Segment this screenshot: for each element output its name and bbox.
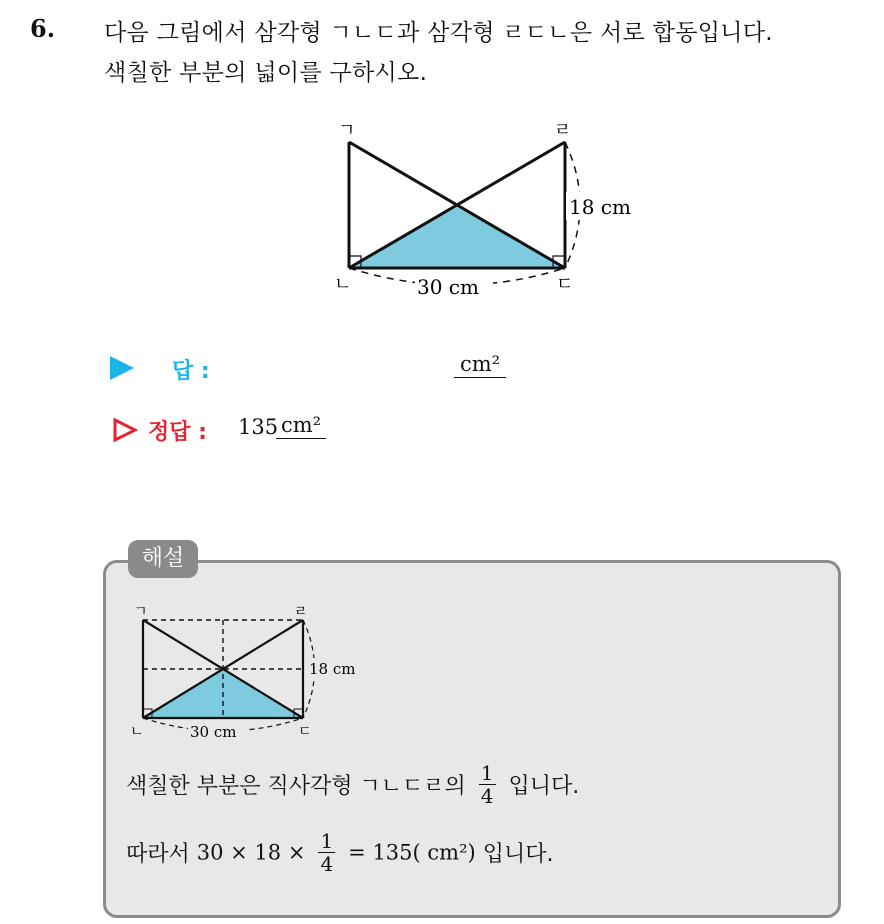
explanation-line2 bbox=[126, 830, 553, 875]
question-text-line1: 다음 그림에서 삼각형 ㄱㄴㄷ과 삼각형 ㄹㄷㄴ은 서로 합동입니다. bbox=[104, 20, 773, 46]
exp-line1-suffix: 입니다. bbox=[508, 774, 580, 799]
fraction-denominator: 4 bbox=[480, 784, 494, 808]
exp-line1-text: 색칠한 부분은 직사각형 ㄱㄴㄷㄹ의 bbox=[126, 774, 466, 799]
exp-line2-suffix: 입니다. bbox=[482, 842, 554, 867]
question-number: 6. bbox=[30, 14, 56, 43]
outline-triangle-icon bbox=[112, 417, 138, 443]
correct-answer-label: 정답 : bbox=[148, 420, 207, 445]
exp-line2-expression: 30 × 18 × bbox=[196, 840, 306, 865]
fraction-one-quarter bbox=[479, 762, 496, 807]
question-figure bbox=[320, 110, 660, 310]
figure-label-r: ㄹ bbox=[554, 120, 572, 141]
exp-figure-height-label: 18 cm bbox=[309, 660, 356, 678]
figure-height-label: 18 cm bbox=[569, 195, 631, 219]
fraction-denominator: 4 bbox=[320, 852, 334, 876]
figure-base-label: 30 cm bbox=[417, 275, 479, 299]
exp-line2-prefix: 따라서 bbox=[126, 842, 190, 867]
figure-label-n: ㄴ bbox=[334, 274, 352, 295]
answer-blank-unit[interactable]: cm² bbox=[454, 352, 506, 378]
exp-figure-base-label: 30 cm bbox=[190, 723, 237, 741]
explanation-figure bbox=[128, 598, 388, 748]
figure-label-g: ㄱ bbox=[338, 120, 356, 141]
correct-answer-row bbox=[110, 413, 530, 447]
correct-answer-unit: cm² bbox=[276, 413, 326, 439]
exp-figure-label-d: ㄷ bbox=[298, 724, 312, 740]
play-triangle-icon bbox=[110, 356, 134, 380]
correct-answer-value: 135 bbox=[238, 415, 279, 439]
explanation-badge: 해설 bbox=[128, 540, 198, 578]
shaded-triangle bbox=[349, 207, 565, 268]
question-text-line2: 색칠한 부분의 넓이를 구하시오. bbox=[104, 60, 428, 86]
exp-figure-label-n: ㄴ bbox=[130, 724, 144, 740]
exp-line2-result: = 135( cm²) bbox=[348, 840, 476, 865]
fraction-numerator: 1 bbox=[320, 829, 334, 853]
exp-figure-label-r: ㄹ bbox=[294, 604, 308, 620]
explanation-line1 bbox=[126, 762, 579, 807]
answer-row bbox=[110, 352, 530, 384]
exp-figure-label-g: ㄱ bbox=[134, 604, 148, 620]
fraction-numerator: 1 bbox=[480, 761, 494, 785]
answer-label: 답 : bbox=[172, 359, 210, 384]
figure-label-d: ㄷ bbox=[556, 274, 574, 295]
fraction-one-quarter-2 bbox=[318, 830, 335, 875]
